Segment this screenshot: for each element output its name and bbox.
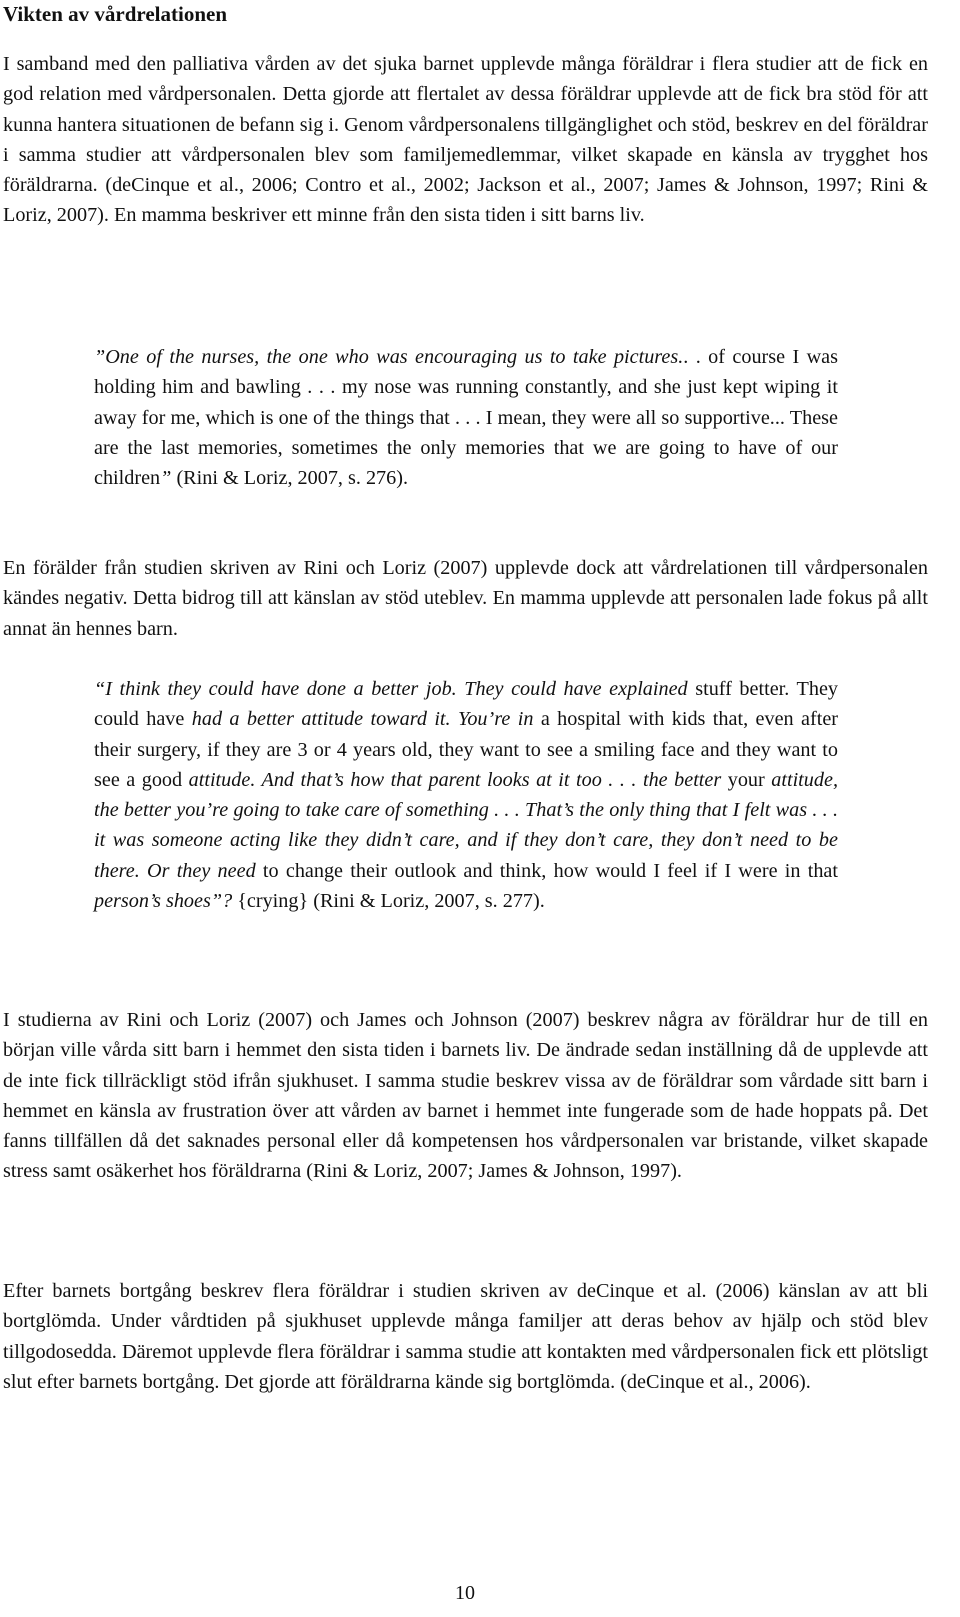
page-number: 10: [455, 1582, 475, 1604]
quote-2-part: had a better attitude toward it. You’re in: [191, 708, 534, 731]
quote-2-part: stuff better. They could have: [94, 678, 838, 731]
quote-2-part: attitude. And that’s how that parent looks at it too . . . the better: [188, 768, 722, 791]
quote-1-text: . . of course I was holding him and bawling . . . my nose was running constantly, and she just kept wiping it away for me, which is one of the things that . . . I mean, they were all so supportive... These are the last memories, sometimes the only memories that we are going to have of our children: [94, 346, 838, 490]
quote-1: [94, 342, 838, 493]
quote-2-part: a hospital with kids that, even after their surgery, if they are 3 or 4 years old, they want to see a smiling face and they want to see a good: [94, 708, 838, 791]
quote-2-part: attitude, the better you’re going to take care of something . . . That’s the only thing that I felt was . . . it was someone acting like they didn’t care, and if they don’t care, they don’t need to be there. Or they need: [94, 768, 838, 882]
paragraph-2: En förälder från studien skriven av Rini och Loriz (2007) upplevde dock att vårdrelationen till vårdpersonalen kändes negativ. Detta bidrog till att känslan av stöd uteblev. En mamma upplevde att personalen lade fokus på allt annat än hennes barn.: [3, 557, 928, 640]
paragraph-3: I studierna av Rini och Loriz (2007) och James och Johnson (2007) beskrev några av föräldrar hur de till en början ville vårda sitt barn i hemmet den sista tiden i barnets liv. De ändrade sedan inställning då de upplevde att de inte fick tillräckligt stöd ifrån sjukhuset. I samma studie beskrev vissa av de föräldrar som vårdade sitt barn i hemmet en känsla av frustration över att vården av barnet i hemmet inte fungerade som de hade hoppats på. Det fanns tillfällen då det saknades personal eller då kompetensen hos vårdpersonalen var bristande, vilket skapade stress samt osäkerhet hos föräldrarna (Rini & Loriz, 2007; James & Johnson, 1997).: [3, 1009, 928, 1183]
quote-1-close: ”: [160, 467, 172, 490]
quote-2-citation: (Rini & Loriz, 2007, s. 277).: [308, 890, 545, 913]
paragraph-4: Efter barnets bortgång beskrev flera föräldrar i studien skriven av deCinque et al. (2006) känslan av att bli bortglömda. Under vårdtiden på sjukhuset upplevde många familjer att deras behov av hjälp och stöd blev tillgodosedda. Däremot upplevde flera föräldrar i samma studie att kontakten med vårdpersonalen fick ett plötsligt slut efter barnets bortgång. Det gjorde att föräldrarna kände sig bortglömda. (deCinque et al., 2006).: [3, 1280, 928, 1393]
quote-2-part: {crying}: [232, 890, 309, 913]
quote-2: [94, 674, 838, 916]
quote-2-part: your: [721, 768, 772, 791]
quote-1-citation: (Rini & Loriz, 2007, s. 276).: [171, 467, 409, 490]
quote-1-italic: ”One of the nurses, the one who was encouraging us to take pictures.: [94, 346, 684, 368]
section-heading: Vikten av vårdrelationen: [3, 2, 227, 26]
paragraph-1: I samband med den palliativa vården av det sjuka barnet upplevde många föräldrar i flera studier att de fick en god relation med vårdpersonalen. Detta gjorde att flertalet av dessa föräldrar upplevde att de fick bra stöd för att kunna hantera situationen de befann sig i. Genom vårdpersonalens tillgänglighet och stöd, beskrev en del föräldrar i samma studier att vårdpersonalen blev som familjemedlemmar, vilket skapade en känsla av trygghet hos föräldrarna. (deCinque et al., 2006; Contro et al., 2002; Jackson et al., 2007; James & Johnson, 1997; Rini & Loriz, 2007). En mamma beskriver ett minne från den sista tiden i sitt barns liv.: [3, 53, 928, 227]
quote-2-part: to change their outlook and think, how would I feel if I were in that: [255, 859, 838, 882]
quote-2-part: “I think they could have done a better job. They could have explained: [94, 678, 688, 700]
quote-2-part: person’s shoes”?: [94, 890, 233, 913]
